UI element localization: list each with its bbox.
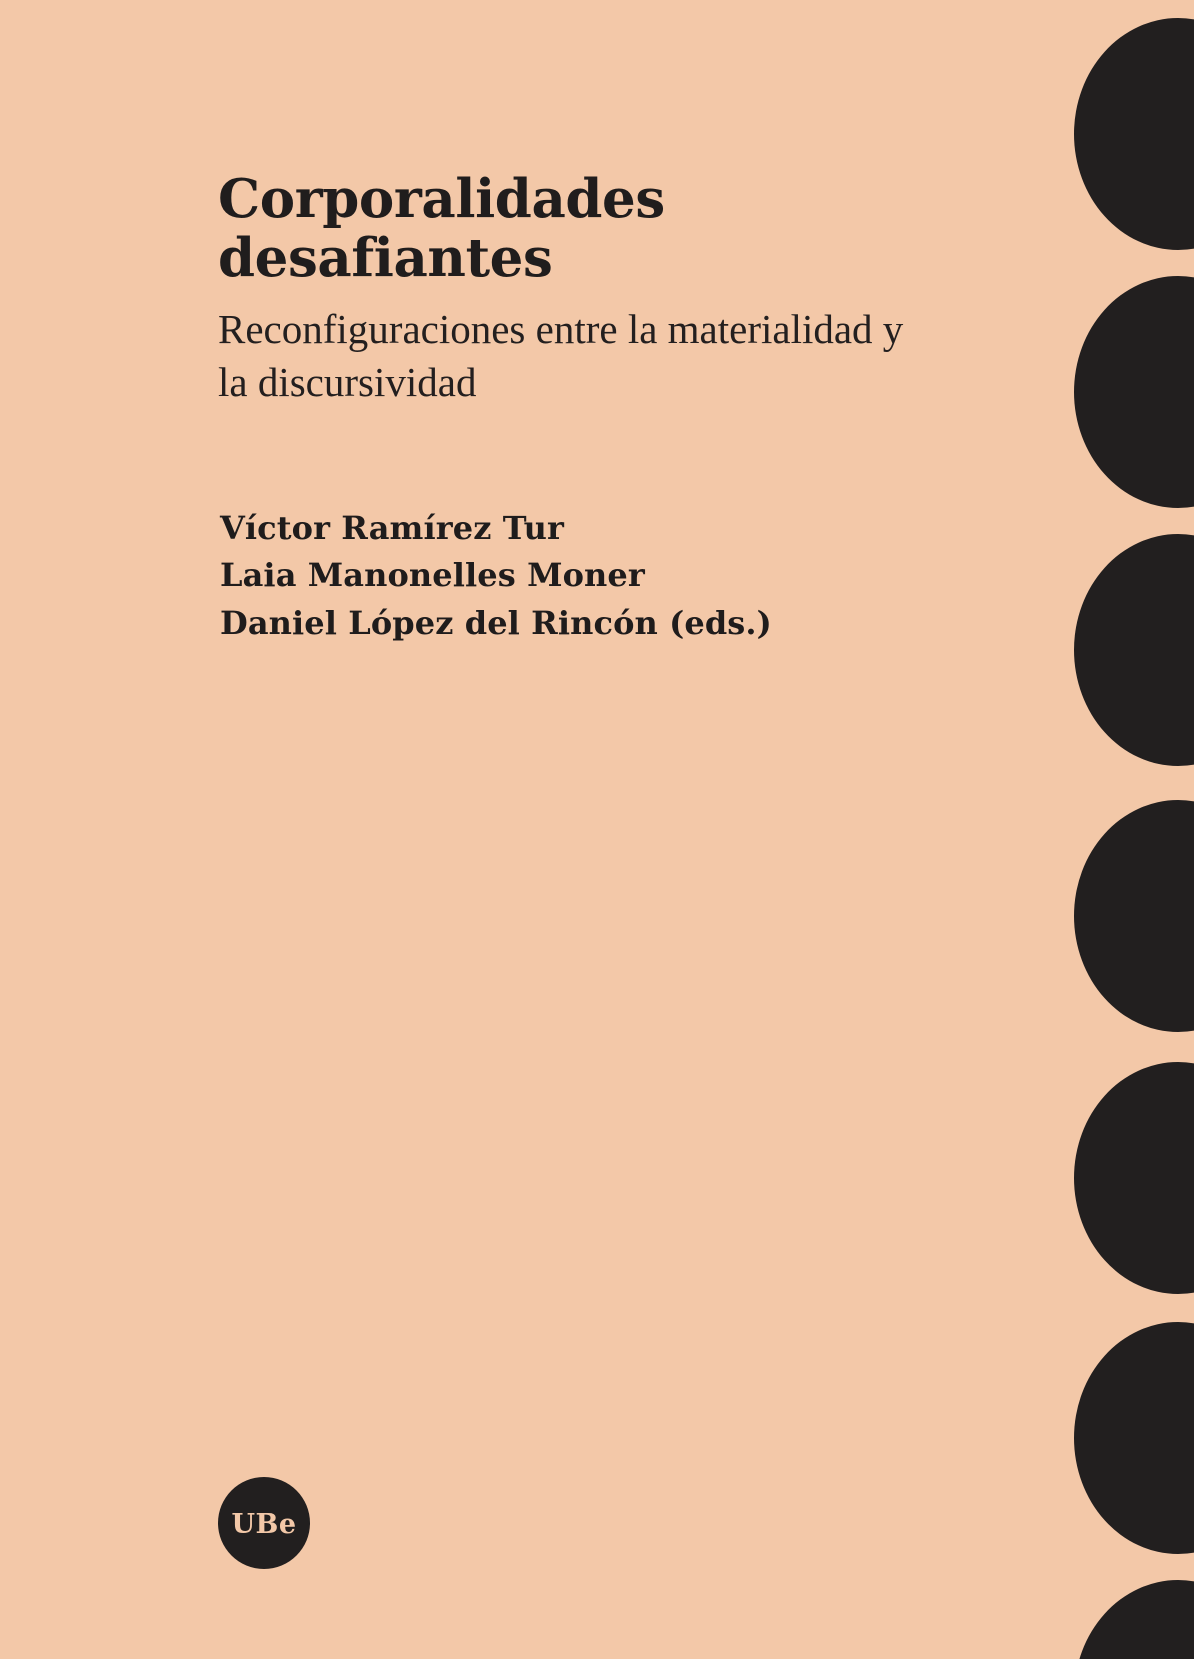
decorative-half-circle	[1074, 1580, 1194, 1659]
decorative-half-circle	[1074, 1322, 1194, 1554]
book-title: Corporalidades desafiantes	[218, 168, 665, 290]
publisher-logo-text: UBe	[231, 1508, 297, 1540]
half-circle-column	[1074, 0, 1194, 1659]
ube-logo	[218, 1477, 310, 1569]
decorative-half-circle	[1074, 800, 1194, 1032]
author-name: Víctor Ramírez Tur	[220, 509, 565, 547]
decorative-half-circle	[1074, 534, 1194, 766]
author-list	[220, 505, 940, 647]
decorative-half-circle	[1074, 1062, 1194, 1294]
author-name: Daniel López del Rincón (eds.)	[220, 603, 772, 642]
book-subtitle: Reconfiguraciones entre la materialidad y la discursividad	[218, 305, 904, 406]
title-block	[218, 170, 948, 409]
decorative-half-circle	[1074, 276, 1194, 508]
decorative-half-circle	[1074, 18, 1194, 250]
author-name: Laia Manonelles Moner	[220, 556, 645, 595]
